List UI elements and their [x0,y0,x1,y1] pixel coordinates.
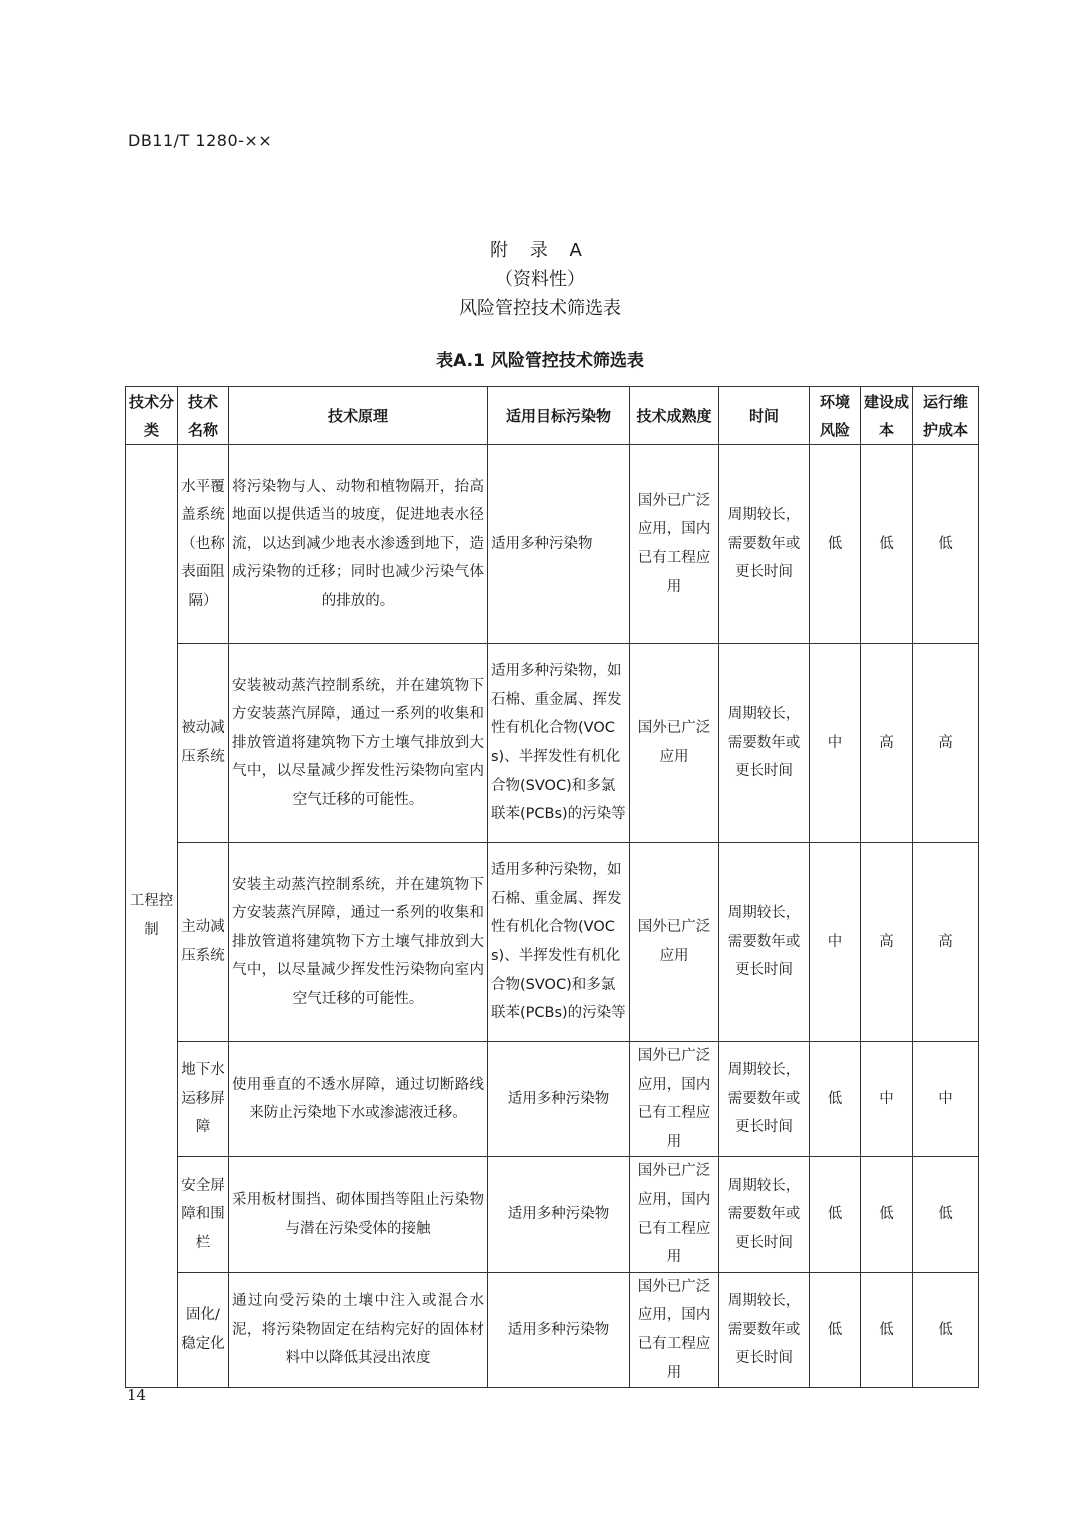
env-risk-cell: 低 [810,1272,861,1387]
appendix-subject: 风险管控技术筛选表 [459,298,621,319]
target-cell: 适用多种污染物，如石棉、重金属、挥发性有机化合物(VOCs)、半挥发性有机化合物(SVOC)和多氯联苯(PCBs)的污染等 [488,644,630,843]
env-risk-cell: 低 [810,1042,861,1157]
time-cell: 周期较长，需要数年或更长时间 [719,1157,810,1272]
table-row [126,644,979,843]
category-cell: 工程控制 [126,445,178,1388]
time-cell: 周期较长，需要数年或更长时间 [719,445,810,644]
table-row [126,1272,979,1387]
column-header-target: 适用目标污染物 [488,387,630,445]
maturity-cell: 国外已广泛应用 [630,644,719,843]
column-header-env-risk: 环境风险 [810,387,861,445]
build-cost-cell: 低 [861,1157,913,1272]
principle-cell: 将污染物与人、动物和植物隔开，抬高地面以提供适当的坡度，促进地表水径流，以达到减少地表水渗透到地下，造成污染物的迁移；同时也减少污染气体的排放的。 [229,445,488,644]
column-header-build-cost: 建设成本 [861,387,913,445]
maturity-cell: 国外已广泛应用，国内已有工程应用 [630,1272,719,1387]
column-header-principle: 技术原理 [229,387,488,445]
build-cost-cell: 低 [861,1272,913,1387]
maturity-cell: 国外已广泛应用，国内已有工程应用 [630,1157,719,1272]
build-cost-cell: 低 [861,445,913,644]
table-header-row [126,387,979,445]
maturity-cell: 国外已广泛应用 [630,843,719,1042]
principle-cell: 使用垂直的不透水屏障，通过切断路线来防止污染地下水或渗滤液迁移。 [229,1042,488,1157]
appendix-nature: （资料性） [495,269,585,290]
table-row [126,1042,979,1157]
tech-name-cell: 被动减压系统 [178,644,229,843]
om-cost-cell: 低 [913,1272,979,1387]
time-cell: 周期较长，需要数年或更长时间 [719,1042,810,1157]
column-header-time: 时间 [719,387,810,445]
principle-cell: 通过向受污染的土壤中注入或混合水泥，将污染物固定在结构完好的固体材料中以降低其浸出浓度 [229,1272,488,1387]
build-cost-cell: 高 [861,843,913,1042]
maturity-cell: 国外已广泛应用，国内已有工程应用 [630,1042,719,1157]
env-risk-cell: 低 [810,1157,861,1272]
table-row [126,445,979,644]
build-cost-cell: 中 [861,1042,913,1157]
tech-name-cell: 安全屏障和围栏 [178,1157,229,1272]
column-header-category: 技术分类 [126,387,178,445]
om-cost-cell: 高 [913,843,979,1042]
time-cell: 周期较长，需要数年或更长时间 [719,1272,810,1387]
env-risk-cell: 中 [810,843,861,1042]
technology-screening-table [125,386,979,1388]
target-cell: 适用多种污染物 [488,1272,630,1387]
target-cell: 适用多种污染物 [488,1042,630,1157]
principle-cell: 采用板材围挡、砌体围挡等阻止污染物与潜在污染受体的接触 [229,1157,488,1272]
principle-cell: 安装被动蒸汽控制系统，并在建筑物下方安装蒸汽屏障，通过一系列的收集和排放管道将建筑物下方土壤气排放到大气中，以尽量减少挥发性污染物向室内空气迁移的可能性。 [229,644,488,843]
column-header-om-cost: 运行维护成本 [913,387,979,445]
principle-cell: 安装主动蒸汽控制系统，并在建筑物下方安装蒸汽屏障，通过一系列的收集和排放管道将建筑物下方土壤气排放到大气中，以尽量减少挥发性污染物向室内空气迁移的可能性。 [229,843,488,1042]
table-row [126,843,979,1042]
table-row [126,1157,979,1272]
build-cost-cell: 高 [861,644,913,843]
appendix-title: 附 录 A [490,240,590,261]
table-caption: 表A.1 风险管控技术筛选表 [436,351,644,371]
column-header-maturity: 技术成熟度 [630,387,719,445]
target-cell: 适用多种污染物，如石棉、重金属、挥发性有机化合物(VOCs)、半挥发性有机化合物(SVOC)和多氯联苯(PCBs)的污染等 [488,843,630,1042]
om-cost-cell: 低 [913,1157,979,1272]
tech-name-cell: 地下水运移屏障 [178,1042,229,1157]
om-cost-cell: 高 [913,644,979,843]
time-cell: 周期较长，需要数年或更长时间 [719,843,810,1042]
page-number: 14 [127,1386,147,1404]
target-cell: 适用多种污染物 [488,445,630,644]
env-risk-cell: 低 [810,445,861,644]
column-header-name: 技术名称 [178,387,229,445]
env-risk-cell: 中 [810,644,861,843]
target-cell: 适用多种污染物 [488,1157,630,1272]
tech-name-cell: 主动减压系统 [178,843,229,1042]
time-cell: 周期较长，需要数年或更长时间 [719,644,810,843]
tech-name-cell: 固化/稳定化 [178,1272,229,1387]
maturity-cell: 国外已广泛应用，国内已有工程应用 [630,445,719,644]
om-cost-cell: 中 [913,1042,979,1157]
om-cost-cell: 低 [913,445,979,644]
tech-name-cell: 水平覆盖系统（也称表面阻隔） [178,445,229,644]
standard-code: DB11/T 1280-×× [128,131,273,150]
